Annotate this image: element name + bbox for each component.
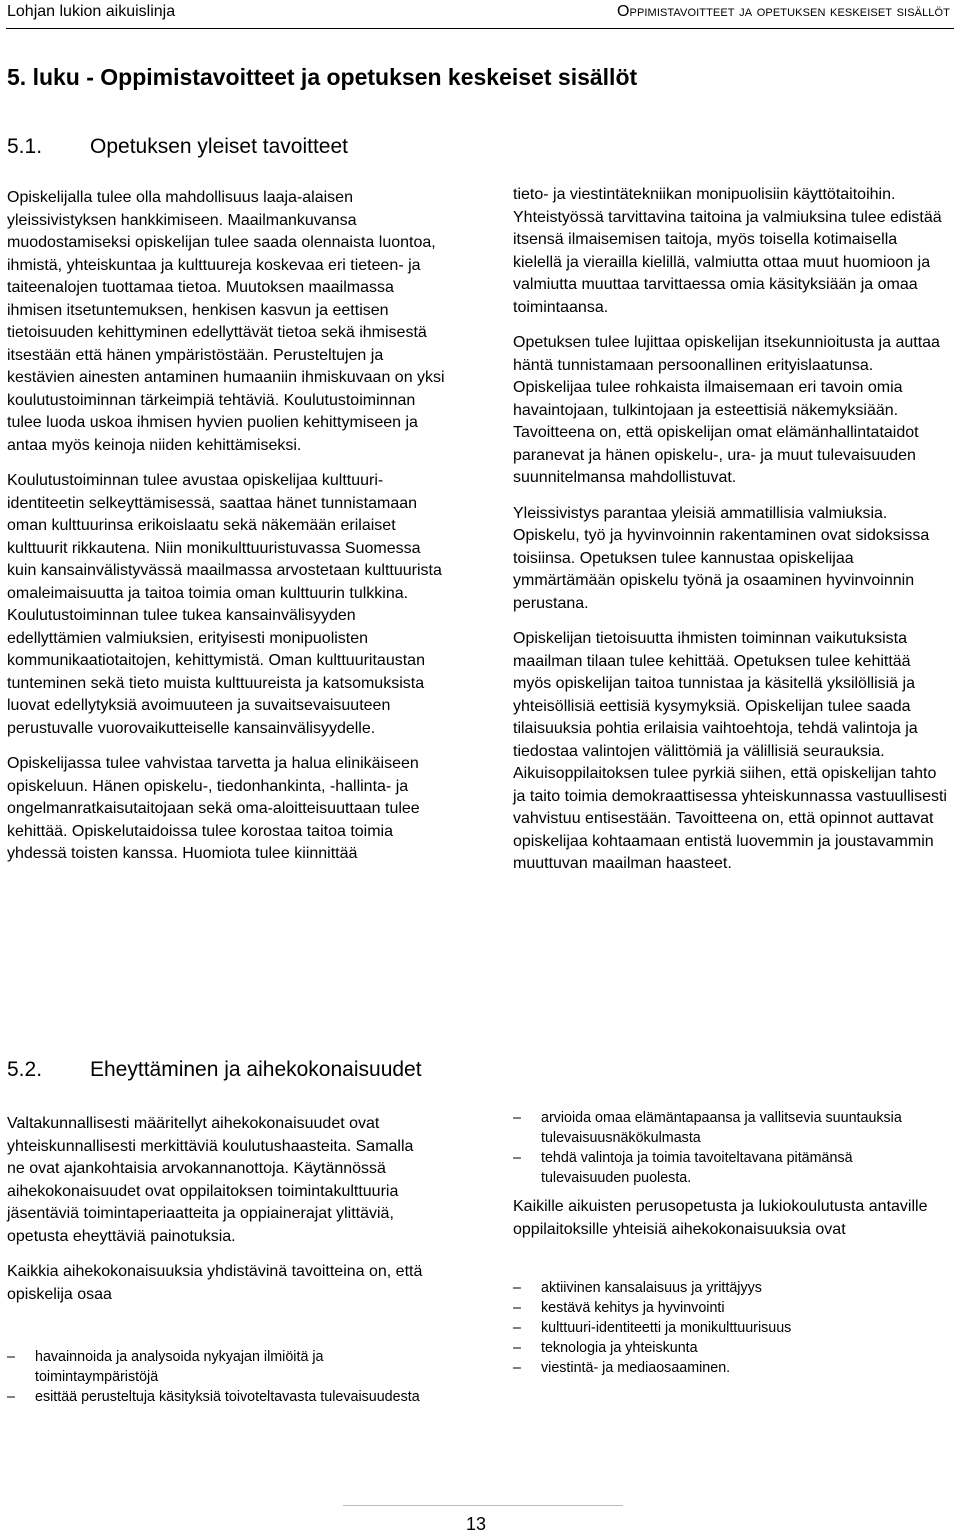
running-header-left: Lohjan lukion aikuislinja (7, 3, 176, 20)
dash-bullet-icon: – (513, 1360, 521, 1376)
paragraph: Opiskelijassa tulee vahvistaa tarvetta ja halua elinikäiseen opiskeluun. Hänen opiskelu-, tiedonhankinta, -hallinta- ja ongelmanratkaisutaitojaan sekä oma-aloitteisuuttaan tulee kehittää. Opiskelutaidoissa tulee korostaa taitoa toimia yhdessä toisten kanssa. Huomiota tulee kiinnittää (7, 755, 420, 862)
paragraph: Opiskelijan tietoisuutta ihmisten toiminnan vaikutuksista maailman tilaan tulee kehittää. Opetuksen tulee kehittää myös opiskelijan taitoa tunnistaa ja käsitellä yksilöllisiä ja yhteisöllisiä eettisiä kysymyksiä. Opiskelijan tulee saada tilaisuuksia pohtia erilaisia vaihtoehtoja, tehdä valintoja ja tiedostaa valintojen välittömiä ja välillisiä seurauksia. Aikuisoppilaitoksen tulee pyrkiä siihen, että opiskelijan tahto ja taito toimia demokraattisessa yhteiskunnassa vastuullisesti vahvistuu entisestään. Tavoitteena on, että opinnot auttavat opiskelijaa kohtaamaan entistä luovemmin ja joustavammin muuttuvan maailman haasteet. (513, 630, 947, 872)
chapter-title: 5. luku - Oppimistavoitteet ja opetuksen keskeiset sisällöt (7, 64, 638, 90)
list-item: – arvioida omaa elämäntapaansa ja vallitsevia suuntauksia tulevaisuusnäkökulmasta (513, 1110, 902, 1146)
paragraph: Kaikille aikuisten perusopetusta ja lukiokoulutusta antaville oppilaitoksille yhteisiä aihekokonaisuuksia ovat (513, 1198, 928, 1238)
section-2-left-column (7, 1113, 427, 1316)
section-2-left-bullets (7, 1347, 427, 1407)
section-1-right-column (513, 184, 949, 889)
paragraph: tieto- ja viestintätekniikan monipuolisiin käyttötaitoihin. Yhteistyössä tarvittavina taitoina ja valmiuksina tulee edistää itsensä ilmaisemisen taitoja, myös toisella kotimaisella kielellä ja vierailla kielillä, valmiutta ottaa muut huomioon ja valmiutta muuttaa tarvittaessa omia käsityksiään ja omaa toimintaansa. (513, 186, 942, 316)
page-number: 13 (466, 1514, 487, 1534)
section-2-right-bullets-1 (513, 1108, 933, 1188)
section-heading-5-2 (7, 1056, 422, 1084)
section-title: Opetuksen yleiset tavoitteet (90, 135, 348, 158)
section-title: Eheyttäminen ja aihekokonaisuudet (90, 1058, 422, 1081)
paragraph: Koulutustoiminnan tulee avustaa opiskelijaa kulttuuri-identiteetin selkeyttämisessä, saattaa hänet tunnistamaan oman kulttuurinsa erikoislaatu sekä näkemään erilaiset kulttuurit rikkautena. Niin monikulttuuristuvassa Suomessa kuin kansainvälistyvässä maailmassa arvostetaan kulttuurista omaleimaisuutta ja taitoa toimia oman kulttuurin tulkkina. Koulutustoiminnan tulee tukea kansainvälisyyden edellyttämien valmiuksien, erityisesti monipuolisten kommunikaatiotaitojen, kehittymistä. Oman kulttuuritaustan tunteminen sekä tieto muista kulttuureista ja katsomuksista luovat edellytyksiä avoimuuteen ja suvaitsevaisuuteen perustuvalle vuorovaikutteiselle kansainvälisyydelle. (7, 472, 442, 737)
paragraph: Valtakunnallisesti määritellyt aihekokonaisuudet ovat yhteiskunnallisesti merkittäviä koulutushaasteita. Samalla ne ovat ajankohtaisia arvokannanottoja. Käytännössä aihekokonaisuudet ovat oppilaitoksen toimintakulttuuria jäsentäviä toimintaperiaatteita ja oppiainerajat ylittäviä, opetusta eheyttäviä painotuksia. (7, 1115, 414, 1245)
list-item: – aktiivinen kansalaisuus ja yrittäjyys (513, 1280, 762, 1296)
dash-bullet-icon: – (513, 1280, 521, 1296)
dash-bullet-icon: – (513, 1150, 521, 1166)
dash-bullet-icon: – (513, 1320, 521, 1336)
dash-bullet-icon: – (513, 1340, 521, 1356)
section-2-right-paragraph (513, 1196, 949, 1254)
dash-bullet-icon: – (513, 1300, 521, 1316)
section-1-left-column (7, 187, 452, 879)
dash-bullet-icon: – (7, 1389, 15, 1405)
list-item: – esittää perusteltuja käsityksiä toivoteltavasta tulevaisuudesta (7, 1389, 420, 1405)
list-item: – teknologia ja yhteiskunta (513, 1340, 698, 1356)
list-item: – tehdä valintoja ja toimia tavoiteltavana pitämänsä tulevaisuuden puolesta. (513, 1150, 853, 1186)
paragraph: Opiskelijalla tulee olla mahdollisuus laaja-alaisen yleissivistyksen hankkimiseen. Maailmankuvansa muodostamiseksi opiskelijan tulee saada olennaista luontoa, ihmistä, yhteiskuntaa ja kulttuureja koskevaa eri tieteen- ja taiteenalojen tuottamaa tietoa. Muutoksen maailmassa ihmisen itsetuntemuksen, henkisen kasvun ja eettisen tietoisuuden kehittyminen edellyttävät tietoa sekä ihmisestä itsestään että hänen ympäristöstään. Perusteltujen ja kestävien ainesten antaminen humaaniin ihmiskuvaan on yksi koulutustoiminnan tärkeimpiä tehtäviä. Koulutustoiminnan tulee luoda uskoa ihmisen hyvien puolien kehittymiseen ja antaa myös keinoja niiden kehittämiseksi. (7, 189, 445, 454)
paragraph: Opetuksen tulee lujittaa opiskelijan itsekunnioitusta ja auttaa häntä tunnistamaan persoonallinen erityislaatunsa. Opiskelijaa tulee rohkaista ilmaisemaan eri tavoin omia havaintojaan, tulkintojaan ja esteettisiä näkemyksiään. Tavoitteena on, että opiskelijan omat elämänhallintataidot paranevat ja hänen opiskelu-, ura- ja muut tulevaisuuden suunnitelmansa mahdollistuvat. (513, 334, 940, 486)
paragraph: Yleissivistys parantaa yleisiä ammatillisia valmiuksia. Opiskelu, työ ja hyvinvoinnin rakentaminen ovat sidoksissa toisiinsa. Opetuksen tulee kannustaa opiskelijaa ymmärtämään opiskelu työnä ja osaaminen hyvinvoinnin perustana. (513, 504, 930, 612)
list-item: – kestävä kehitys ja hyvinvointi (513, 1300, 725, 1316)
header-rule (6, 28, 954, 29)
dash-bullet-icon: – (513, 1110, 521, 1126)
paragraph: Kaikkia aihekokonaisuuksia yhdistävinä tavoitteina on, että opiskelija osaa (7, 1263, 423, 1303)
footer-rule (343, 1505, 623, 1506)
section-number: 5.1. (7, 135, 43, 158)
section-number: 5.2. (7, 1058, 43, 1081)
dash-bullet-icon: – (7, 1349, 15, 1365)
section-2-right-bullets-2 (513, 1278, 933, 1378)
list-item: – kulttuuri-identiteetti ja monikulttuurisuus (513, 1320, 792, 1336)
running-header-right: Oppimistavoitteet ja opetuksen keskeiset sisällöt (616, 3, 950, 20)
list-item: – havainnoida ja analysoida nykyajan ilmiöitä ja toimintaympäristöjä (7, 1349, 324, 1385)
list-item: – viestintä- ja mediaosaaminen. (513, 1360, 731, 1376)
section-heading-5-1 (7, 133, 348, 161)
